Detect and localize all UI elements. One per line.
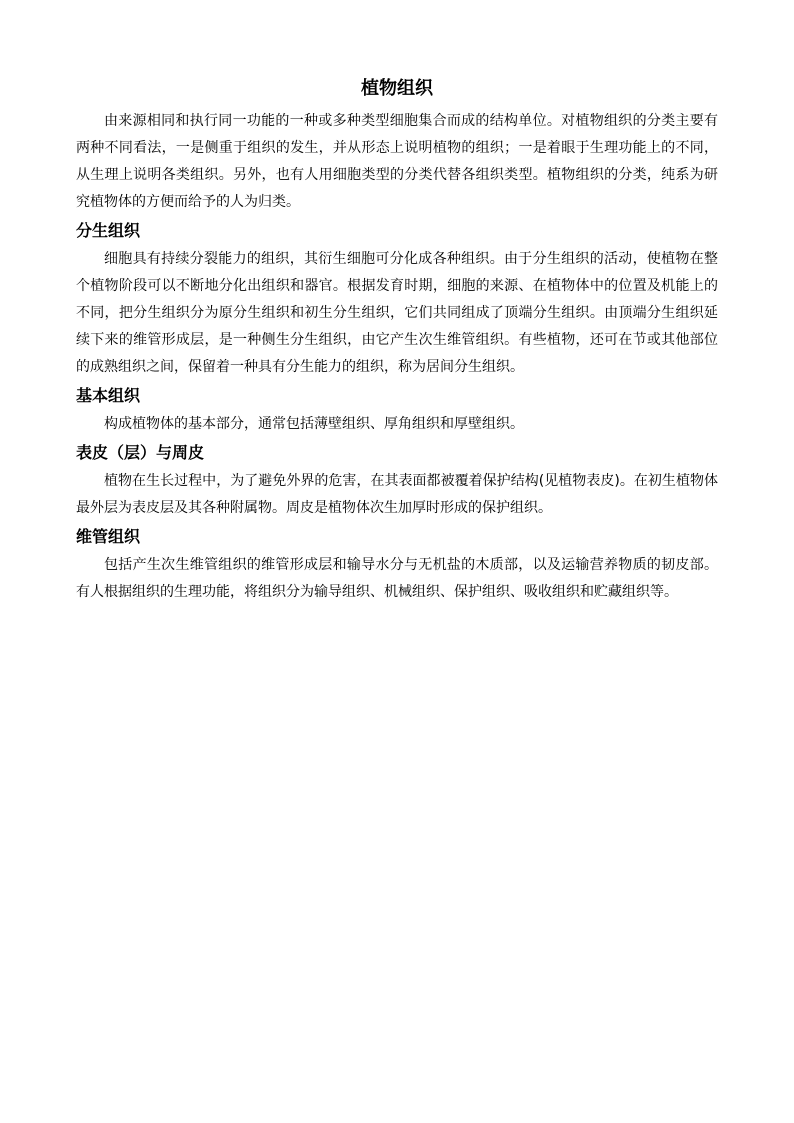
section-heading-meristem: 分生组织 [76, 221, 141, 240]
section-heading-epidermis-periderm: 表皮（层）与周皮 [76, 443, 205, 462]
section-body-ground-tissue: 构成植物体的基本部分，通常包括薄壁组织、厚角组织和厚壁组织。 [104, 416, 524, 432]
section-body-vascular-tissue: 包括产生次生维管组织的维管形成层和输导水分与无机盐的木质部，以及运输营养物质的韧皮部。有人根据组织的生理功能，将组织分为输导组织、机械组织、保护组织、吸收组织和贮藏组织等。 [76, 557, 718, 600]
section-body-epidermis-periderm: 植物在生长过程中，为了避免外界的危害，在其表面都被覆着保护结构(见植物表皮)。在初生植物体最外层为表皮层及其各种附属物。周皮是植物体次生加厚时形成的保护组织。 [76, 473, 718, 516]
section-body-meristem: 细胞具有持续分裂能力的组织，其衍生细胞可分化成各种组织。由于分生组织的活动，使植物在整个植物阶段可以不断地分化出组织和器官。根据发育时期，细胞的来源、在植物体中的位置及机能上的不同，把分生组织分为原分生组织和初生分生组织，它们共同组成了顶端分生组织。由顶端分生组织延续下来的维管形成层，是一种侧生分生组织，由它产生次生维管组织。有些植物，还可在节或其他部位的成熟组织之间，保留着一种具有分生能力的组织，称为居间分生组织。 [76, 251, 718, 375]
section-heading-ground-tissue: 基本组织 [76, 386, 141, 405]
section-heading-vascular-tissue: 维管组织 [76, 527, 141, 546]
document-title: 植物组织 [361, 78, 433, 99]
intro-paragraph: 由来源相同和执行同一功能的一种或多种类型细胞集合而成的结构单位。对植物组织的分类主要有两种不同看法，一是侧重于组织的发生，并从形态上说明植物的组织；一是着眼于生理功能上的不同，从生理上说明各类组织。另外，也有人用细胞类型的分类代替各组织类型。植物组织的分类，纯系为研究植物体的方便而给予的人为归类。 [76, 113, 718, 210]
document-page [76, 76, 718, 606]
